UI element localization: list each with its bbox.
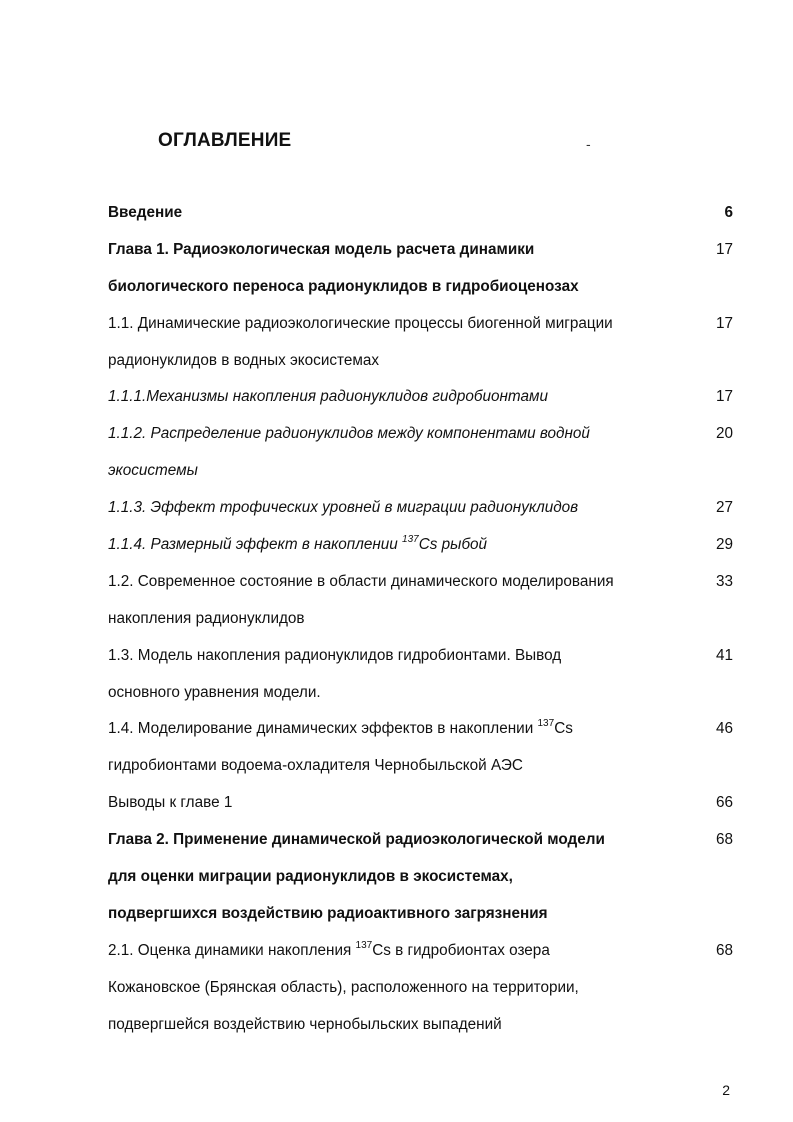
toc-entry-text: 1.1. Динамические радиоэкологические процессы биогенной миграции [108, 315, 613, 332]
toc-entry-text: 1.1.2. Распределение радионуклидов между компонентами водной [108, 425, 590, 442]
toc-entry-text: 1.1.1.Механизмы накопления радионуклидов гидробионтами [108, 388, 548, 405]
toc-entry [108, 901, 733, 927]
toc-entry [108, 495, 733, 521]
page-title: ОГЛАВЛЕНИЕ [158, 130, 292, 151]
toc-entry-text: радионуклидов в водных экосистемах [108, 352, 380, 369]
toc-entry-text-after: Cs рыбой [418, 536, 488, 553]
toc-entry-text [108, 532, 487, 558]
scan-mark: - [586, 136, 591, 152]
toc-entry-page: 20 [715, 425, 733, 442]
toc-entry [108, 532, 733, 558]
toc-entry-page: 66 [715, 794, 733, 811]
toc-entry [108, 790, 733, 816]
toc-entry [108, 569, 733, 595]
toc-entry [108, 938, 733, 964]
toc-entry [108, 606, 733, 632]
toc-entry-text: 1.1.3. Эффект трофических уровней в миграции радионуклидов [108, 499, 579, 516]
toc-entry [108, 753, 733, 779]
toc-entry-page: 33 [715, 573, 733, 590]
toc-entry [108, 421, 733, 447]
toc-entry-page: 68 [715, 831, 733, 848]
toc-entry [108, 1012, 733, 1038]
toc-entry-text: для оценки миграции радионуклидов в экосистемах, [108, 868, 513, 885]
page-number: 2 [722, 1082, 730, 1098]
toc-entry-text-before: 1.4. Моделирование динамических эффектов в накоплении [108, 720, 538, 737]
toc-entry [108, 348, 733, 374]
toc-entry [108, 643, 733, 669]
toc-entry-page: 27 [715, 499, 733, 516]
isotope-mass-number: 137 [402, 533, 419, 545]
toc-entry-text-after: Cs в гидробионтах озера [372, 942, 550, 959]
toc-entry-text: 1.3. Модель накопления радионуклидов гидробионтами. Вывод [108, 647, 562, 664]
toc-entry-text [108, 938, 550, 964]
toc-entry-page: 17 [715, 388, 733, 405]
toc-entry-text-after: Cs [554, 720, 573, 737]
toc-entry-text: Глава 2. Применение динамической радиоэкологической модели [108, 831, 605, 848]
toc-entry-text-before: 2.1. Оценка динамики накопления [108, 942, 356, 959]
toc-entry-page: 17 [715, 315, 733, 332]
toc-entry-page: 6 [724, 204, 733, 221]
toc-entry-text: накопления радионуклидов [108, 610, 305, 627]
toc-entry [108, 680, 733, 706]
toc-entry [108, 274, 733, 300]
toc-entry-text: подвергшихся воздействию радиоактивного загрязнения [108, 905, 548, 922]
toc-entry-page: 68 [715, 942, 733, 959]
toc-entry [108, 200, 733, 226]
toc-entry-text: Выводы к главе 1 [108, 794, 233, 811]
toc-entry [108, 311, 733, 337]
toc-entry-page: 46 [715, 720, 733, 737]
toc-entry-text: гидробионтами водоема-охладителя Чернобыльской АЭС [108, 757, 523, 774]
toc-entry [108, 716, 733, 742]
isotope-mass-number: 137 [537, 717, 555, 729]
toc-entry-text: 1.2. Современное состояние в области динамического моделирования [108, 573, 614, 590]
toc-entry-text: экосистемы [108, 462, 198, 479]
toc-entry [108, 864, 733, 890]
isotope-mass-number: 137 [355, 939, 373, 951]
toc-entry-text: Кожановское (Брянская область), расположенного на территории, [108, 979, 579, 996]
toc-entry-text: подвергшейся воздействию чернобыльских выпадений [108, 1016, 502, 1033]
toc-entry [108, 975, 733, 1001]
toc-entry-page: 29 [715, 536, 733, 553]
toc-entry-text: Глава 1. Радиоэкологическая модель расчета динамики [108, 241, 535, 258]
toc-entry [108, 384, 733, 410]
toc-entry-text: основного уравнения модели. [108, 684, 321, 701]
toc-entry-text: Введение [108, 204, 183, 221]
toc-entry-text: биологического переноса радионуклидов в гидробиоценозах [108, 278, 579, 295]
toc-entry-text [108, 716, 573, 742]
toc-entry [108, 237, 733, 263]
toc-entry-text-before: 1.1.4. Размерный эффект в накоплении [108, 536, 403, 553]
toc-entry-page: 17 [715, 241, 733, 258]
toc-entry-page: 41 [715, 647, 733, 664]
toc-entry [108, 458, 733, 484]
toc-entry [108, 827, 733, 853]
